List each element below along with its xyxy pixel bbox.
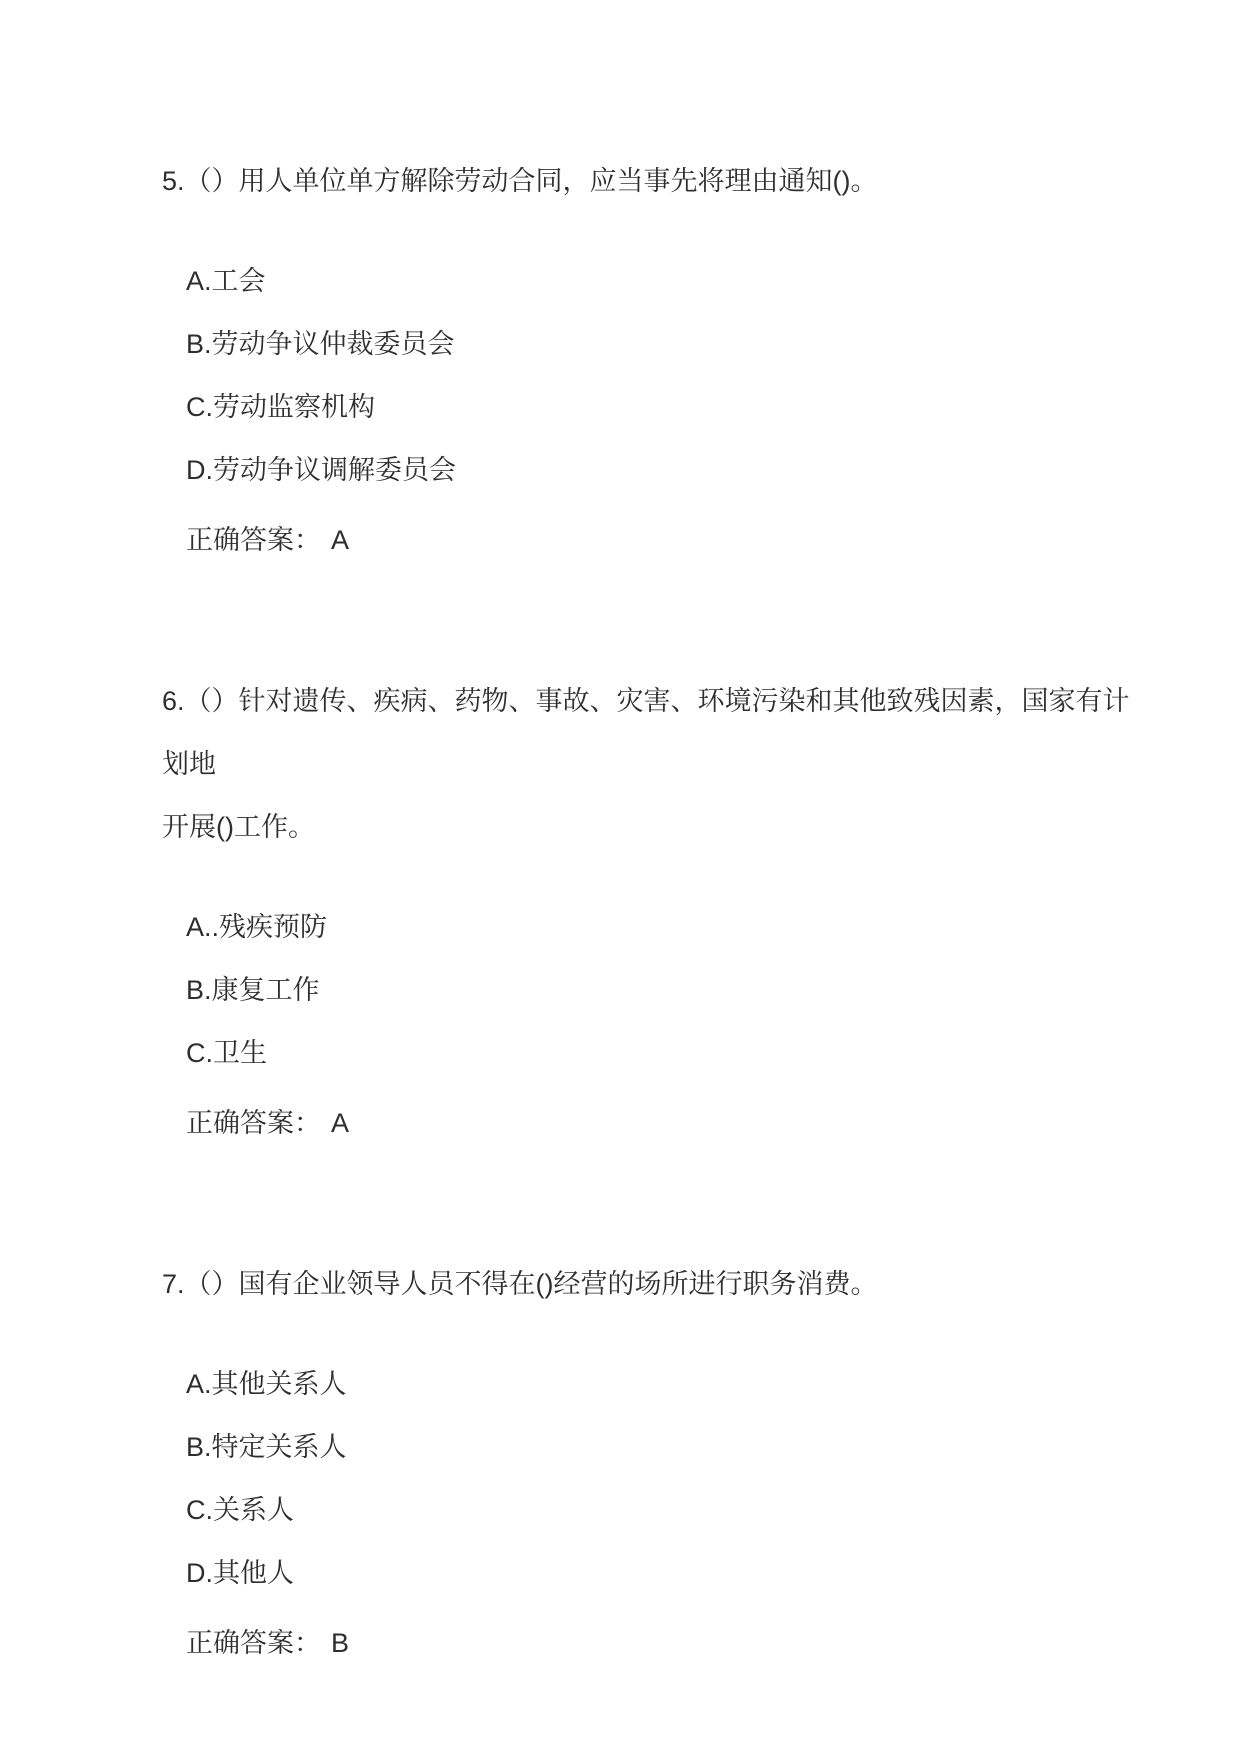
question-line: 5.（）用人单位单方解除劳动合同，应当事先将理由通知()。 — [162, 166, 878, 196]
options-list — [0, 1353, 1140, 1605]
answer-line — [0, 509, 1140, 572]
option-d: D.其他人 — [186, 1558, 294, 1588]
options-list — [0, 896, 1140, 1085]
option-c: C.卫生 — [186, 1038, 267, 1068]
option-a: A.其他关系人 — [186, 1369, 347, 1399]
option-d: D.劳动争议调解委员会 — [186, 455, 456, 485]
question-line: 6.（）针对遗传、疾病、药物、事故、灾害、环境污染和其他致残因素，国家有计划地 — [162, 686, 1130, 779]
answer-line — [0, 1092, 1140, 1155]
question-line: 开展()工作。 — [162, 812, 315, 842]
option-b: B.特定关系人 — [186, 1432, 347, 1462]
answer-value: A — [331, 1108, 350, 1138]
question-text — [0, 150, 1140, 213]
question-text — [0, 670, 1140, 859]
answer-line — [0, 1612, 1140, 1675]
question-block-7 — [0, 1253, 1140, 1675]
option-b: B.劳动争议仲裁委员会 — [186, 329, 455, 359]
answer-label: 正确答案： — [186, 1628, 321, 1658]
option-b: B.康复工作 — [186, 975, 320, 1005]
option-a: A.工会 — [186, 266, 266, 296]
question-block-5 — [0, 150, 1140, 572]
answer-label: 正确答案： — [186, 525, 321, 555]
answer-value: A — [331, 525, 350, 555]
option-c: C.关系人 — [186, 1495, 294, 1525]
option-a: A..残疾预防 — [186, 912, 328, 942]
options-list — [0, 250, 1140, 502]
question-block-6 — [0, 670, 1140, 1155]
question-text — [0, 1253, 1140, 1316]
question-line: 7.（）国有企业领导人员不得在()经营的场所进行职务消费。 — [162, 1269, 878, 1299]
answer-value: B — [331, 1628, 350, 1658]
answer-label: 正确答案： — [186, 1108, 321, 1138]
option-c: C.劳动监察机构 — [186, 392, 375, 422]
